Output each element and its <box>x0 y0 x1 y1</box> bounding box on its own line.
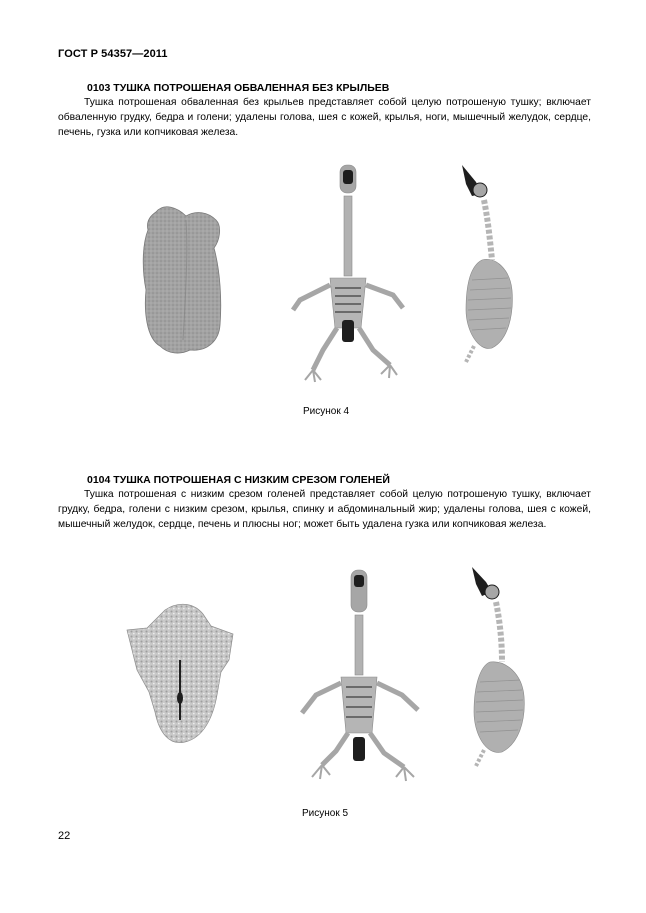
carcass-side-view-fig5 <box>462 562 552 777</box>
section-text-0103 <box>58 95 591 140</box>
section-text-0104-body: Тушка потрошеная с низким срезом голеней представляет собой целую потрошеную тушку, включает грудку, бедра, голени с низким срезом, крылья, спинку и абдоминальный жир; удалены голова, шея с кожей, мышечный желудок, сердце, печень и плюсны ног; может быть удалена гузка или копчиковая железа. <box>58 489 591 530</box>
boneless-carcass-image <box>128 200 238 360</box>
section-title-0103: 0103 ТУШКА ПОТРОШЕНАЯ ОБВАЛЕННАЯ БЕЗ КРЫЛЬЕВ <box>87 82 390 94</box>
section-title-0104: 0104 ТУШКА ПОТРОШЕНАЯ С НИЗКИМ СРЕЗОМ ГОЛЕНЕЙ <box>87 474 390 486</box>
figure-caption-4: Рисунок 4 <box>303 406 350 417</box>
section-text-0104 <box>58 487 591 532</box>
page-number: 22 <box>58 830 71 842</box>
figure-caption-5: Рисунок 5 <box>302 808 349 819</box>
section-text-0103-body: Тушка потрошеная обваленная без крыльев представляет собой целую потрошеную тушку; включает обваленную грудку, бедра и голени; удалены голова, шея с кожей, крылья, ноги, мышечный желудок, сердце, печень, гузка или копчиковая железа. <box>58 97 591 138</box>
skeleton-diagram-fig4 <box>285 160 415 385</box>
carcass-low-cut-image <box>125 600 240 750</box>
document-header: ГОСТ Р 54357—2011 <box>58 48 168 60</box>
skeleton-diagram-fig5 <box>296 565 436 790</box>
carcass-side-view-fig4 <box>452 160 542 375</box>
